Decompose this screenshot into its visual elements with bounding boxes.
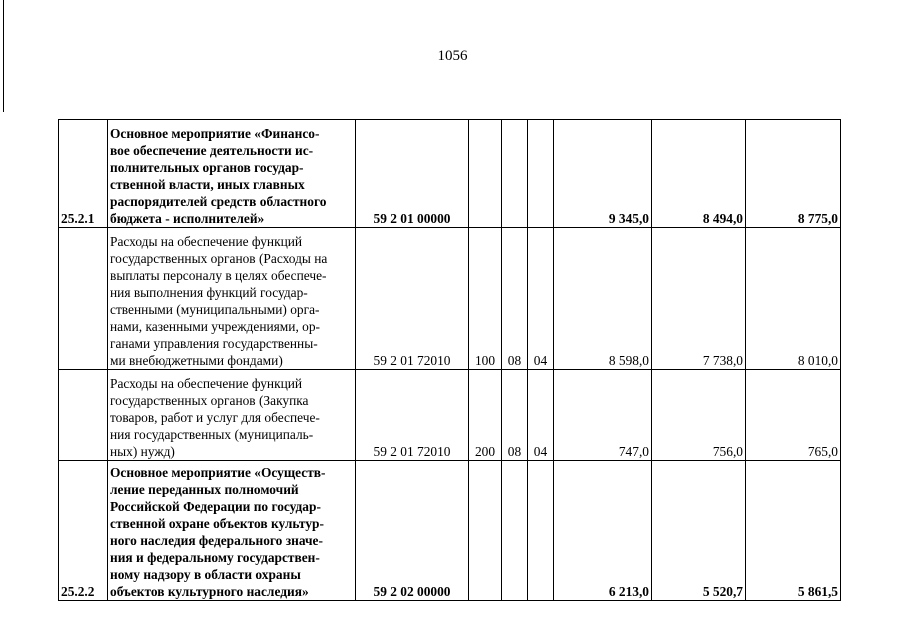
table-row: [59, 120, 841, 228]
section: 08: [502, 370, 528, 461]
subsection: 04: [528, 228, 554, 370]
amount-year-2: 5 520,7: [652, 461, 746, 601]
budget-table: [58, 119, 841, 601]
section: 08: [502, 228, 528, 370]
amount-year-2: 7 738,0: [652, 228, 746, 370]
expense-type: 100: [469, 228, 502, 370]
amount-year-1: 8 598,0: [554, 228, 652, 370]
program-code: 59 2 02 00000: [356, 461, 469, 601]
program-code: 59 2 01 72010: [356, 228, 469, 370]
amount-year-1: 747,0: [554, 370, 652, 461]
table-row: [59, 370, 841, 461]
amount-year-2: 8 494,0: [652, 120, 746, 228]
page-number: 1056: [437, 48, 468, 64]
section: [502, 461, 528, 601]
expense-type: [469, 120, 502, 228]
section: [502, 120, 528, 228]
row-description: Расходы на обеспечение функций государственных органов (Расходы на выплаты персоналу в целях обеспече- ния выполнения функций государ- ственными (муниципальными) орга- нами, казенными учреждениями, ор- ганами управления государственны- ми внебюджетными фондами): [108, 228, 356, 370]
amount-year-1: 9 345,0: [554, 120, 652, 228]
program-code: 59 2 01 72010: [356, 370, 469, 461]
amount-year-2: 756,0: [652, 370, 746, 461]
table-row: [59, 461, 841, 601]
row-number: 25.2.2: [59, 461, 108, 601]
row-description: Основное мероприятие «Осуществ- ление переданных полномочий Российской Федерации по государ- ственной охране объектов культур- ного наследия федерального значе- ния и федеральному государствен- ному надзору в области охраны объектов культурного наследия»: [108, 461, 356, 601]
amount-year-3: 765,0: [746, 370, 841, 461]
amount-year-1: 6 213,0: [554, 461, 652, 601]
table-row: [59, 228, 841, 370]
expense-type: 200: [469, 370, 502, 461]
row-description: Основное мероприятие «Финансо- вое обеспечение деятельности ис- полнительных органов государ- ственной власти, иных главных распорядителей средств областного бюджета - исполнителей»: [108, 120, 356, 228]
row-description: Расходы на обеспечение функций государственных органов (Закупка товаров, работ и услуг для обеспече- ния государственных (муниципаль- ных) нужд): [108, 370, 356, 461]
expense-type: [469, 461, 502, 601]
row-number: [59, 228, 108, 370]
amount-year-3: 8 775,0: [746, 120, 841, 228]
subsection: 04: [528, 370, 554, 461]
amount-year-3: 8 010,0: [746, 228, 841, 370]
subsection: [528, 461, 554, 601]
row-number: 25.2.1: [59, 120, 108, 228]
program-code: 59 2 01 00000: [356, 120, 469, 228]
row-number: [59, 370, 108, 461]
amount-year-3: 5 861,5: [746, 461, 841, 601]
subsection: [528, 120, 554, 228]
